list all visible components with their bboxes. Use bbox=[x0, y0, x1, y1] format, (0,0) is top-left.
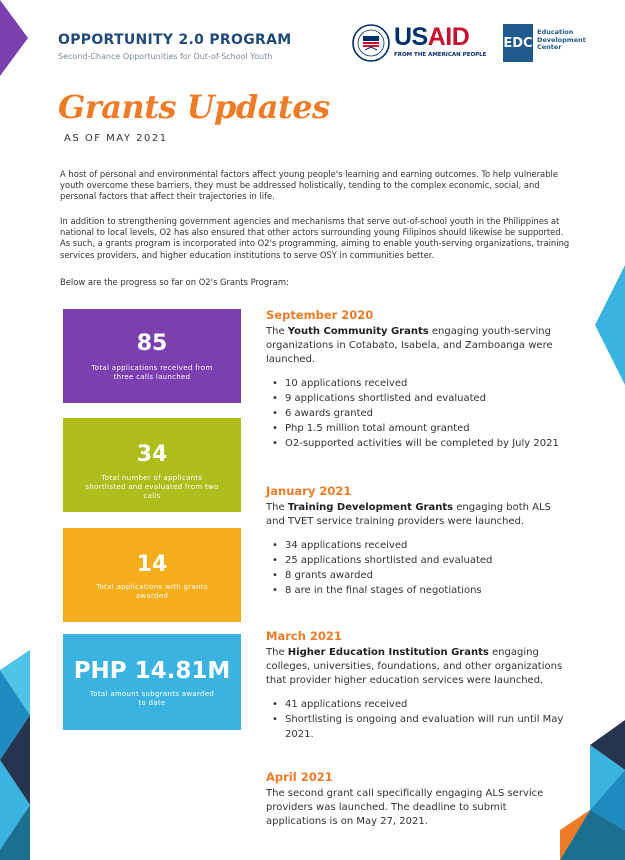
section-heading: January 2021 bbox=[266, 484, 352, 498]
bullet-list bbox=[266, 376, 566, 451]
section-heading: March 2021 bbox=[266, 629, 342, 643]
stat-card-amount bbox=[63, 634, 241, 730]
stat-description: Total amount subgrants awarded to date bbox=[89, 690, 215, 707]
list-item: • 41 applications received bbox=[272, 697, 566, 712]
grant-name: Higher Education Institution Grants bbox=[287, 647, 489, 658]
stat-card-applications bbox=[63, 309, 241, 403]
section-text-pre: The bbox=[266, 647, 288, 658]
usaid-seal-icon bbox=[352, 23, 390, 63]
stat-description: Total applications received from three calls launched bbox=[91, 364, 213, 381]
stat-description: Total applications with grants awarded bbox=[96, 583, 208, 600]
section-text-post: engaging colleges, universities, foundations, and other organizations that provider higher education services were launched. bbox=[266, 647, 563, 686]
list-item: • 10 applications received bbox=[272, 376, 566, 391]
section-january-2021 bbox=[266, 484, 566, 598]
list-item: • Shortlisting is ongoing and evaluation will run until May 2021. bbox=[272, 712, 566, 742]
section-text bbox=[266, 646, 566, 688]
intro-paragraph-1: A host of personal and environmental factors affect young people's learning and earning outcomes. To help vulnerable youth overcome these barriers, they must be addressed holistically, tending to the complex economic, social, and personal factors that affect their trajectories in life. bbox=[60, 169, 558, 202]
list-item: • 25 applications shortlisted and evaluated bbox=[272, 553, 566, 568]
stat-value: PHP 14.81M bbox=[73, 658, 231, 684]
usaid-tagline: FROM THE AMERICAN PEOPLE bbox=[394, 52, 487, 58]
list-item: • 8 are in the final stages of negotiations bbox=[272, 583, 566, 598]
stat-card-shortlisted bbox=[63, 418, 241, 512]
edc-name: Education Development Center bbox=[537, 28, 586, 51]
section-text-pre: The bbox=[266, 326, 288, 337]
right-edge-triangle-decoration bbox=[595, 265, 625, 385]
stat-value: 14 bbox=[136, 552, 168, 577]
bottom-left-triangle-pattern bbox=[0, 650, 40, 860]
bullet-list bbox=[266, 538, 566, 598]
list-item: • 34 applications received bbox=[272, 538, 566, 553]
list-item: • Php 1.5 million total amount granted bbox=[272, 421, 566, 436]
program-title: OPPORTUNITY 2.0 PROGRAM bbox=[58, 32, 292, 48]
section-text-pre: The bbox=[266, 502, 288, 513]
usaid-wordmark-aid: AID bbox=[427, 23, 470, 51]
section-september-2020 bbox=[266, 308, 566, 451]
stat-value: 34 bbox=[136, 442, 168, 467]
section-text bbox=[266, 325, 566, 367]
section-march-2021 bbox=[266, 629, 566, 742]
stat-description: Total number of applicants shortlisted and evaluated from two calls bbox=[85, 474, 219, 500]
intro-paragraph-2: In addition to strengthening government agencies and mechanisms that serve out-of-school youth in the Philippines at national to local levels, O2 has also ensured that other actors surrounding young Filipinos should likewise be supported. As such, a grants program is incorporated into O2's programming, aiming to enable youth-serving organizations, training services providers, and higher education institutions to serve OSY in communities better. bbox=[60, 216, 570, 260]
section-heading: September 2020 bbox=[266, 308, 374, 322]
section-april-2021 bbox=[266, 770, 566, 829]
list-item: • 9 applications shortlisted and evaluated bbox=[272, 391, 566, 406]
grant-name: Training Development Grants bbox=[287, 502, 454, 513]
section-heading: April 2021 bbox=[266, 770, 333, 784]
program-subtitle: Second-Chance Opportunities for Out-of-School Youth bbox=[58, 52, 273, 61]
section-text-post: engaging youth-serving organizations in Cotabato, Isabela, and Zamboanga were launched. bbox=[266, 326, 553, 365]
usaid-wordmark-us: US bbox=[394, 23, 428, 51]
list-item: • 6 awards granted bbox=[272, 406, 566, 421]
list-item: • 8 grants awarded bbox=[272, 568, 566, 583]
section-text bbox=[266, 501, 566, 529]
top-left-triangle-decoration bbox=[0, 0, 30, 80]
section-text: The second grant call specifically engaging ALS service providers was launched. The deadline to submit applications is on May 27, 2021. bbox=[266, 788, 544, 827]
as-of-date: AS OF MAY 2021 bbox=[64, 133, 168, 144]
bottom-right-triangle-pattern bbox=[560, 720, 625, 860]
section-text-post: engaging both ALS and TVET service training providers were launched. bbox=[266, 502, 551, 527]
bullet-list bbox=[266, 697, 566, 742]
grant-name: Youth Community Grants bbox=[287, 326, 429, 337]
usaid-wordmark bbox=[394, 23, 469, 52]
intro-paragraph-3: Below are the progress so far on O2's Grants Program: bbox=[60, 277, 289, 287]
list-item: • O2-supported activities will be completed by July 2021 bbox=[272, 436, 566, 451]
stat-card-awarded bbox=[63, 528, 241, 622]
stat-value: 85 bbox=[136, 331, 168, 356]
page-title: Grants Updates bbox=[58, 88, 330, 126]
edc-logo: EDC bbox=[503, 24, 533, 62]
usaid-logo bbox=[352, 23, 487, 65]
